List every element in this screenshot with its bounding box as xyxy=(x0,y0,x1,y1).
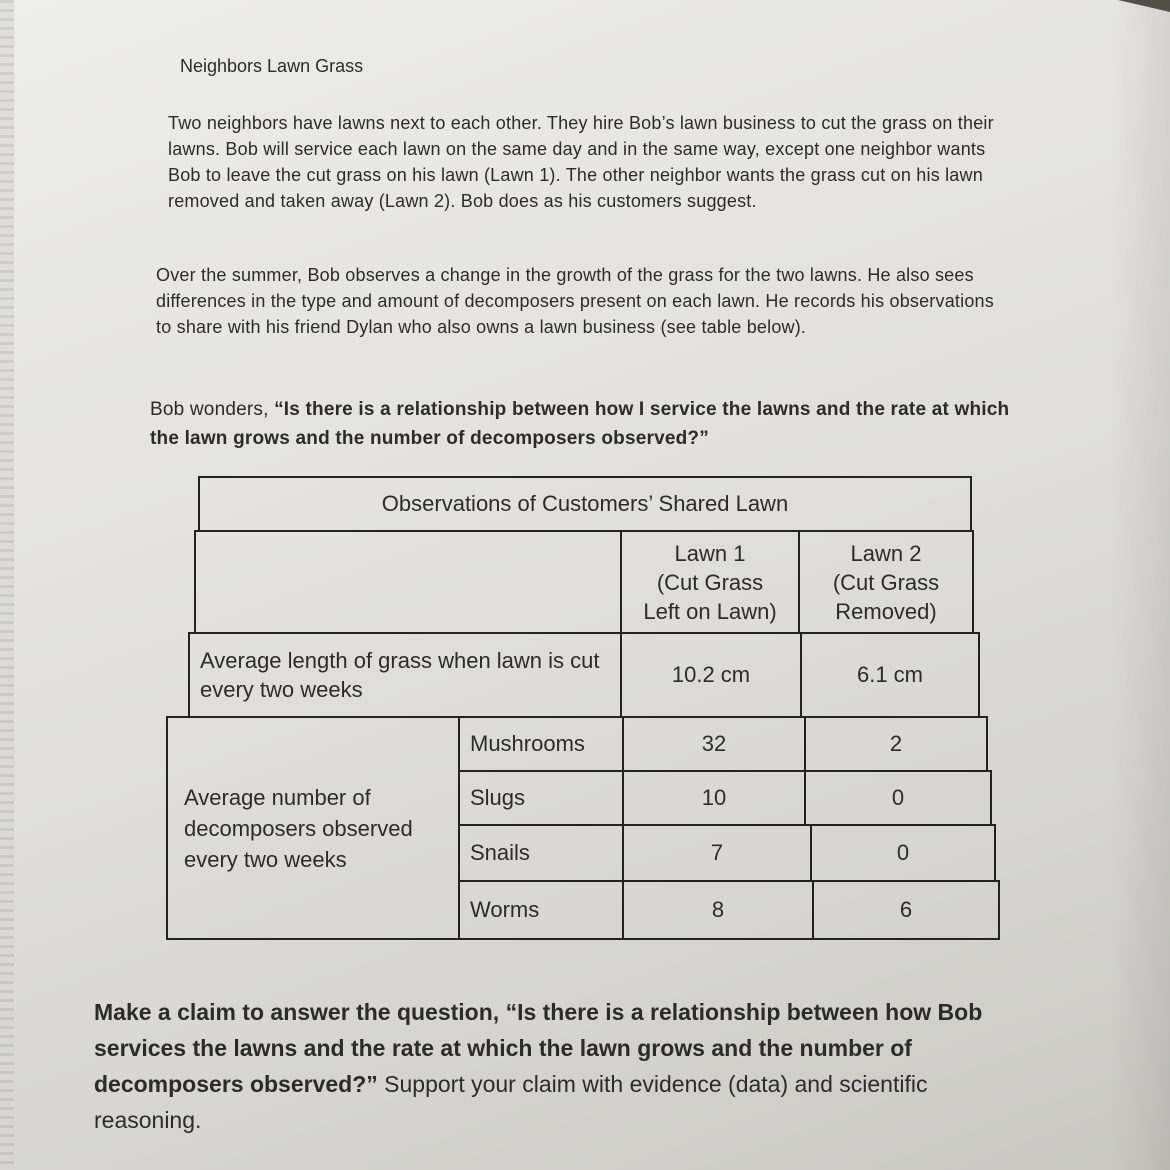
row-length-lawn2: 6.1 cm xyxy=(800,632,980,718)
header-empty-cell xyxy=(194,530,622,634)
header-lawn1: Lawn 1 (Cut Grass Left on Lawn) xyxy=(620,530,800,634)
question-text: “Is there is a relationship between how I service the lawns and the rate at which the lawn grows and the number of decomposers observed?” xyxy=(150,399,1010,449)
row-snails-lawn2: 0 xyxy=(810,824,996,882)
row-worms-lawn1: 8 xyxy=(622,880,814,940)
row-slugs-lawn2: 0 xyxy=(804,770,992,826)
claim-prompt-instructions: Support your claim with evidence (data) and scientific reasoning. xyxy=(94,1071,928,1133)
row-mushrooms-lawn2: 2 xyxy=(804,716,988,772)
row-name-worms: Worms xyxy=(458,880,624,940)
header-lawn2: Lawn 2 (Cut Grass Removed) xyxy=(798,530,974,634)
paper-shadow xyxy=(1110,0,1170,1170)
observation-paragraph: Over the summer, Bob observes a change in the growth of the grass for the two lawns. He also sees differences in the type and amount of decomposers present on each lawn. He records his observations to share with his friend Dylan who also owns a lawn business (see table below). xyxy=(156,265,994,337)
row-length-lawn1: 10.2 cm xyxy=(620,632,802,718)
table-title: Observations of Customers’ Shared Lawn xyxy=(198,476,972,532)
row-name-slugs: Slugs xyxy=(458,770,624,826)
row-worms-lawn2: 6 xyxy=(812,880,1000,940)
row-name-snails: Snails xyxy=(458,824,624,882)
row-slugs-lawn1: 10 xyxy=(622,770,806,826)
observations-table xyxy=(166,476,1000,940)
row-name-mushrooms: Mushrooms xyxy=(458,716,624,772)
claim-prompt xyxy=(94,994,1024,1138)
question-paragraph xyxy=(150,395,1010,453)
row-length-label: Average length of grass when lawn is cut every two weeks xyxy=(188,632,622,718)
paper-edge xyxy=(0,0,14,1170)
claim-prompt-question: Make a claim to answer the question, “Is there is a relationship between how Bob services the lawns and the rate at which the lawn grows and the number of decomposers observed?” xyxy=(94,999,983,1097)
row-mushrooms-lawn1: 32 xyxy=(622,716,806,772)
row-snails-lawn1: 7 xyxy=(622,824,812,882)
decomposers-label: Average number of decomposers observed every two weeks xyxy=(166,716,460,940)
question-lead: Bob wonders, xyxy=(150,399,275,420)
document-title: Neighbors Lawn Grass xyxy=(180,56,364,76)
intro-paragraph: Two neighbors have lawns next to each other. They hire Bob’s lawn business to cut the grass on their lawns. Bob will service each lawn on the same day and in the same way, except one neighbor wants Bob to leave the cut grass on his lawn (Lawn 1). The other neighbor wants the grass cut on his lawn removed and taken away (Lawn 2). Bob does as his customers suggest. xyxy=(168,113,994,211)
